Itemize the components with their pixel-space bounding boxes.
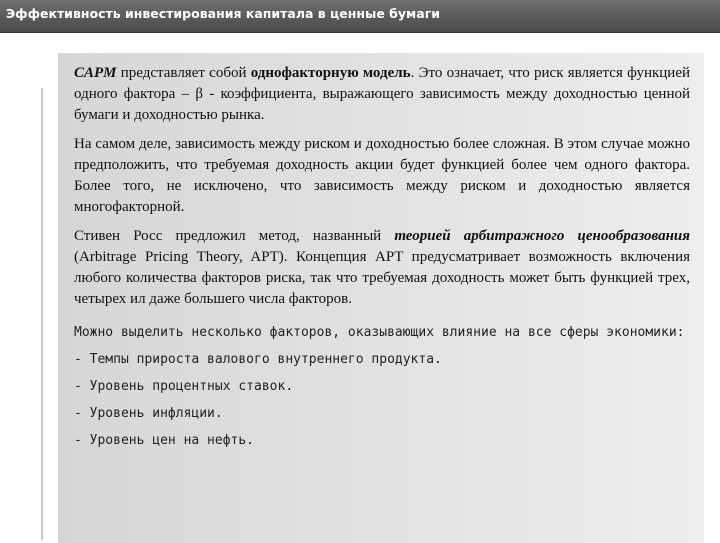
apt-text-2: (Arbitrage Pricing Theory, APT). Концепция APT предусматривает возможность включения любого количества факторов риска, так что требуемая доходность может быть функцией трех, четырех ил даже большего числа факторов. (74, 249, 690, 307)
slide-title-bar (0, 0, 720, 33)
decorative-line (41, 88, 43, 540)
one-factor-model-term: однофакторную модель (250, 65, 411, 81)
factors-intro: Можно выделить несколько факторов, оказывающих влияние на все сферы экономики: (74, 325, 685, 340)
apt-term: теорией арбитражного ценообразования (394, 228, 690, 244)
apt-text-1: Стивен Росс предложил метод, названный (74, 228, 395, 244)
factor-item-interest: - Уровень процентных ставок. (74, 379, 294, 394)
capm-text-2: . Это означает, что риск является функцией одного фактора – β - коэффициента, выражающего зависимость между доходностью ценной бумаги и доходностью рынка. (74, 65, 690, 123)
slide-body (74, 63, 690, 449)
paragraph-apt (74, 226, 690, 310)
capm-text-1: представляет собой (116, 65, 251, 81)
paragraph-capm (74, 63, 690, 126)
capm-term: CAPM (74, 65, 117, 81)
factor-item-gdp: - Темпы прироста валового внутреннего продукта. (74, 352, 442, 367)
factor-item-inflation: - Уровень инфляции. (74, 406, 223, 421)
slide-title: Эффективность инвестирования капитала в ценные бумаги (6, 6, 441, 21)
factor-item-oil: - Уровень цен на нефть. (74, 433, 255, 448)
paragraph-multifactor: На самом деле, зависимость между риском и доходностью более сложная. В этом случае можно предположить, что требуемая доходность акции будет функцией более чем одного фактора. Более того, не исключено, что зависимость между риском и доходностью является многофакторной. (74, 136, 690, 215)
